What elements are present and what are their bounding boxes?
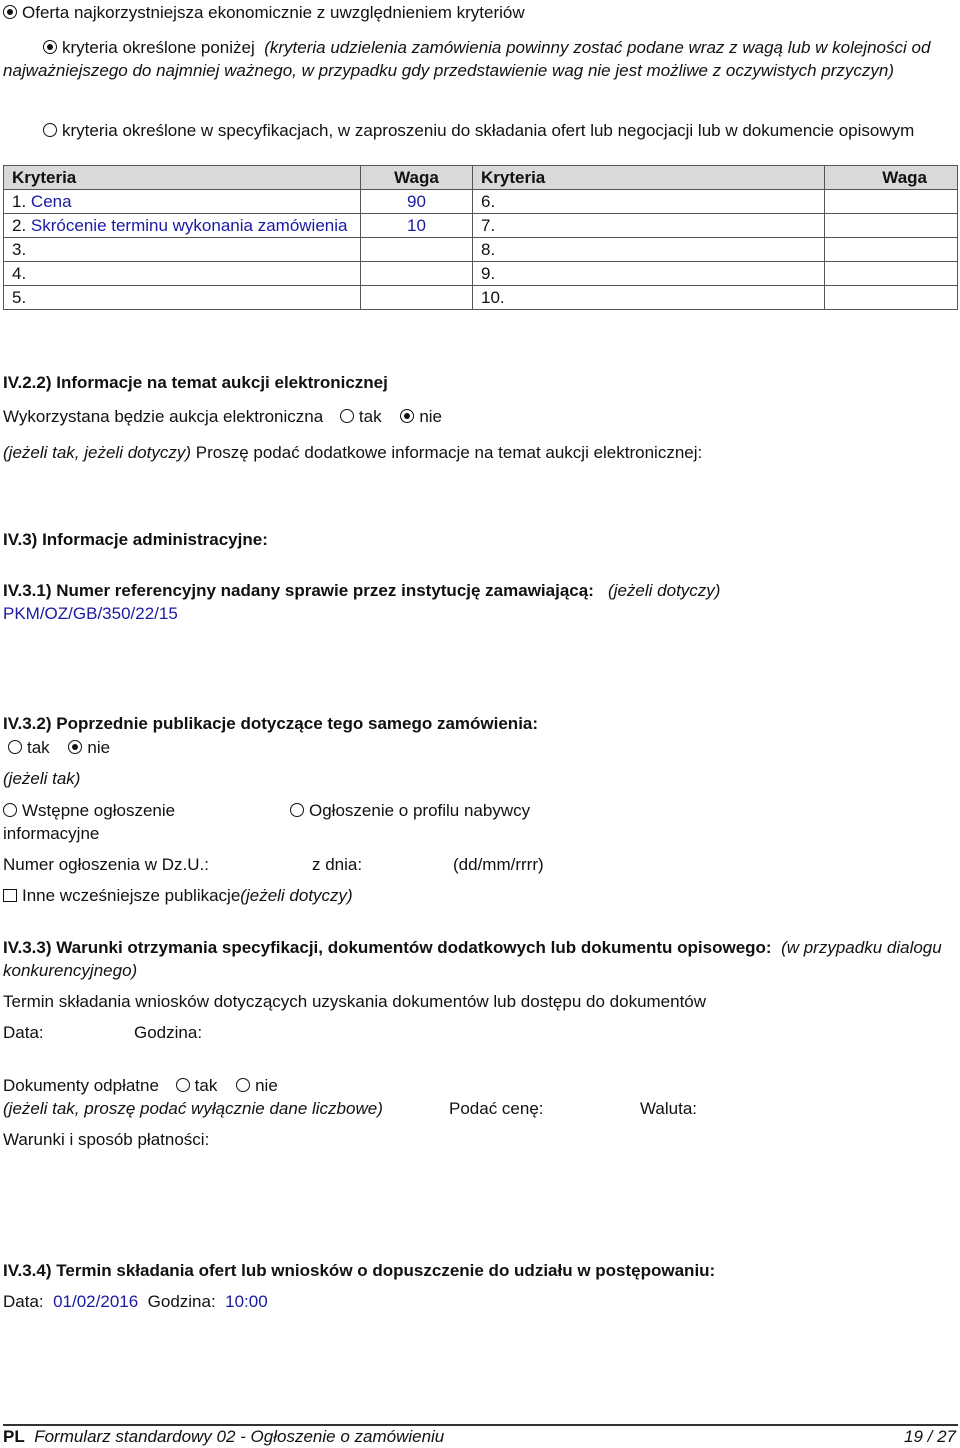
auction-no-radio-icon[interactable]: [400, 409, 414, 423]
table-row: 5. 10.: [4, 286, 958, 310]
submission-deadline: Data: 01/02/2016 Godzina: 10:00: [3, 1292, 268, 1311]
paid-note: (jeżeli tak, proszę podać wyłącznie dane liczbowe): [3, 1099, 383, 1118]
footer-page-number: 19 / 27: [904, 1427, 956, 1446]
footer-lang: PL: [3, 1427, 25, 1446]
profile-notice-radio-icon[interactable]: [290, 803, 304, 817]
previous-if-yes: (jeżeli tak): [3, 769, 81, 788]
submission-deadline-heading: IV.3.4) Termin składania ofert lub wniosków o dopuszczenie do udziału w postępowaniu:: [3, 1261, 716, 1280]
header-criteria-1: Kryteria: [4, 166, 361, 190]
prev-no-radio-icon[interactable]: [68, 740, 82, 754]
profile-notice-option[interactable]: Ogłoszenie o profilu nabywcy: [290, 799, 530, 822]
currency-label: Waluta:: [640, 1099, 698, 1118]
table-row: 2. Skrócenie terminu wykonania zamówienia 10 7.: [4, 214, 958, 238]
prelim-notice-radio-icon[interactable]: [3, 803, 17, 817]
spec-time-label: Godzina:: [134, 1023, 203, 1042]
admin-heading: IV.3) Informacje administracyjne:: [3, 530, 268, 549]
other-publications-option[interactable]: Inne wcześniejsze publikacje(jeżeli dotyczy): [3, 884, 353, 907]
previous-publications-options: tak nie: [8, 736, 110, 759]
prelim-notice-option[interactable]: Wstępne ogłoszenie informacyjne: [3, 801, 176, 843]
paid-no-radio-icon[interactable]: [236, 1078, 250, 1092]
header-criteria-2: Kryteria: [473, 166, 825, 190]
footer-form: Formularz standardowy 02 - Ogłoszenie o zamówieniu: [34, 1427, 445, 1446]
auction-yes-radio-icon[interactable]: [340, 409, 354, 423]
radio-selected-icon[interactable]: [3, 5, 17, 19]
auction-question: Wykorzystana będzie aukcja elektroniczna tak nie: [3, 407, 443, 426]
table-row: 4. 9.: [4, 262, 958, 286]
radio-unselected-icon[interactable]: [43, 123, 57, 137]
award-option-main[interactable]: Oferta najkorzystniejsza ekonomicznie z uwzględnieniem kryteriów: [3, 1, 525, 24]
award-option-spec[interactable]: kryteria określone w specyfikacjach, w zaproszeniu do składania ofert lub negocjacji lub w dokumencie opisowym: [3, 119, 948, 142]
checkbox-icon[interactable]: [3, 889, 17, 902]
price-label: Podać cenę:: [449, 1099, 544, 1118]
radio-selected-icon[interactable]: [43, 40, 57, 54]
header-weight-2: Waga: [825, 166, 958, 190]
date-format-label: (dd/mm/rrrr): [453, 855, 544, 874]
reference-number-section: IV.3.1) Numer referencyjny nadany sprawie przez instytucję zamawiającą: (jeżeli dotyczy): [3, 581, 721, 600]
previous-publications-heading: IV.3.2) Poprzednie publikacje dotyczące tego samego zamówienia:: [3, 714, 539, 733]
reference-number-value: PKM/OZ/GB/350/22/15: [3, 604, 178, 623]
spec-deadline-label: Termin składania wniosków dotyczących uzyskania dokumentów lub dostępu do dokumentów: [3, 992, 707, 1011]
table-row: 3. 8.: [4, 238, 958, 262]
footer: [3, 1425, 444, 1448]
notice-number-label: Numer ogłoszenia w Dz.U.:: [3, 855, 209, 874]
auction-note: (jeżeli tak, jeżeli dotyczy) Proszę podać dodatkowe informacje na temat aukcji elektronicznej:: [3, 443, 703, 462]
award-option-below[interactable]: kryteria określone poniżej (kryteria udzielenia zamówienia powinny zostać podane wraz z wagą lub w kolejności od najważniejszego do najmniej ważnego, w przypadku gdy przedstawienie wag nie jest możliwe z oczywistych przyczyn): [3, 38, 931, 80]
paid-documents: Dokumenty odpłatne tak nie: [3, 1076, 278, 1095]
auction-heading: IV.2.2) Informacje na temat aukcji elektronicznej: [3, 373, 388, 392]
table-header-row: [4, 166, 958, 190]
spec-date-label: Data:: [3, 1023, 44, 1042]
payment-terms-label: Warunki i sposób płatności:: [3, 1130, 210, 1149]
spec-heading-section: IV.3.3) Warunki otrzymania specyfikacji, dokumentów dodatkowych lub dokumentu opisowego: (w przypadku dialogu konkurencyjnego): [3, 938, 942, 980]
deadline-date-value: 01/02/2016: [53, 1292, 139, 1311]
deadline-time-value: 10:00: [225, 1292, 268, 1311]
header-weight-1: Waga: [361, 166, 473, 190]
criteria-table: [3, 165, 958, 310]
paid-yes-radio-icon[interactable]: [176, 1078, 190, 1092]
notice-date-label: z dnia:: [312, 855, 363, 874]
prev-yes-radio-icon[interactable]: [8, 740, 22, 754]
table-row: 1. Cena 90 6.: [4, 190, 958, 214]
